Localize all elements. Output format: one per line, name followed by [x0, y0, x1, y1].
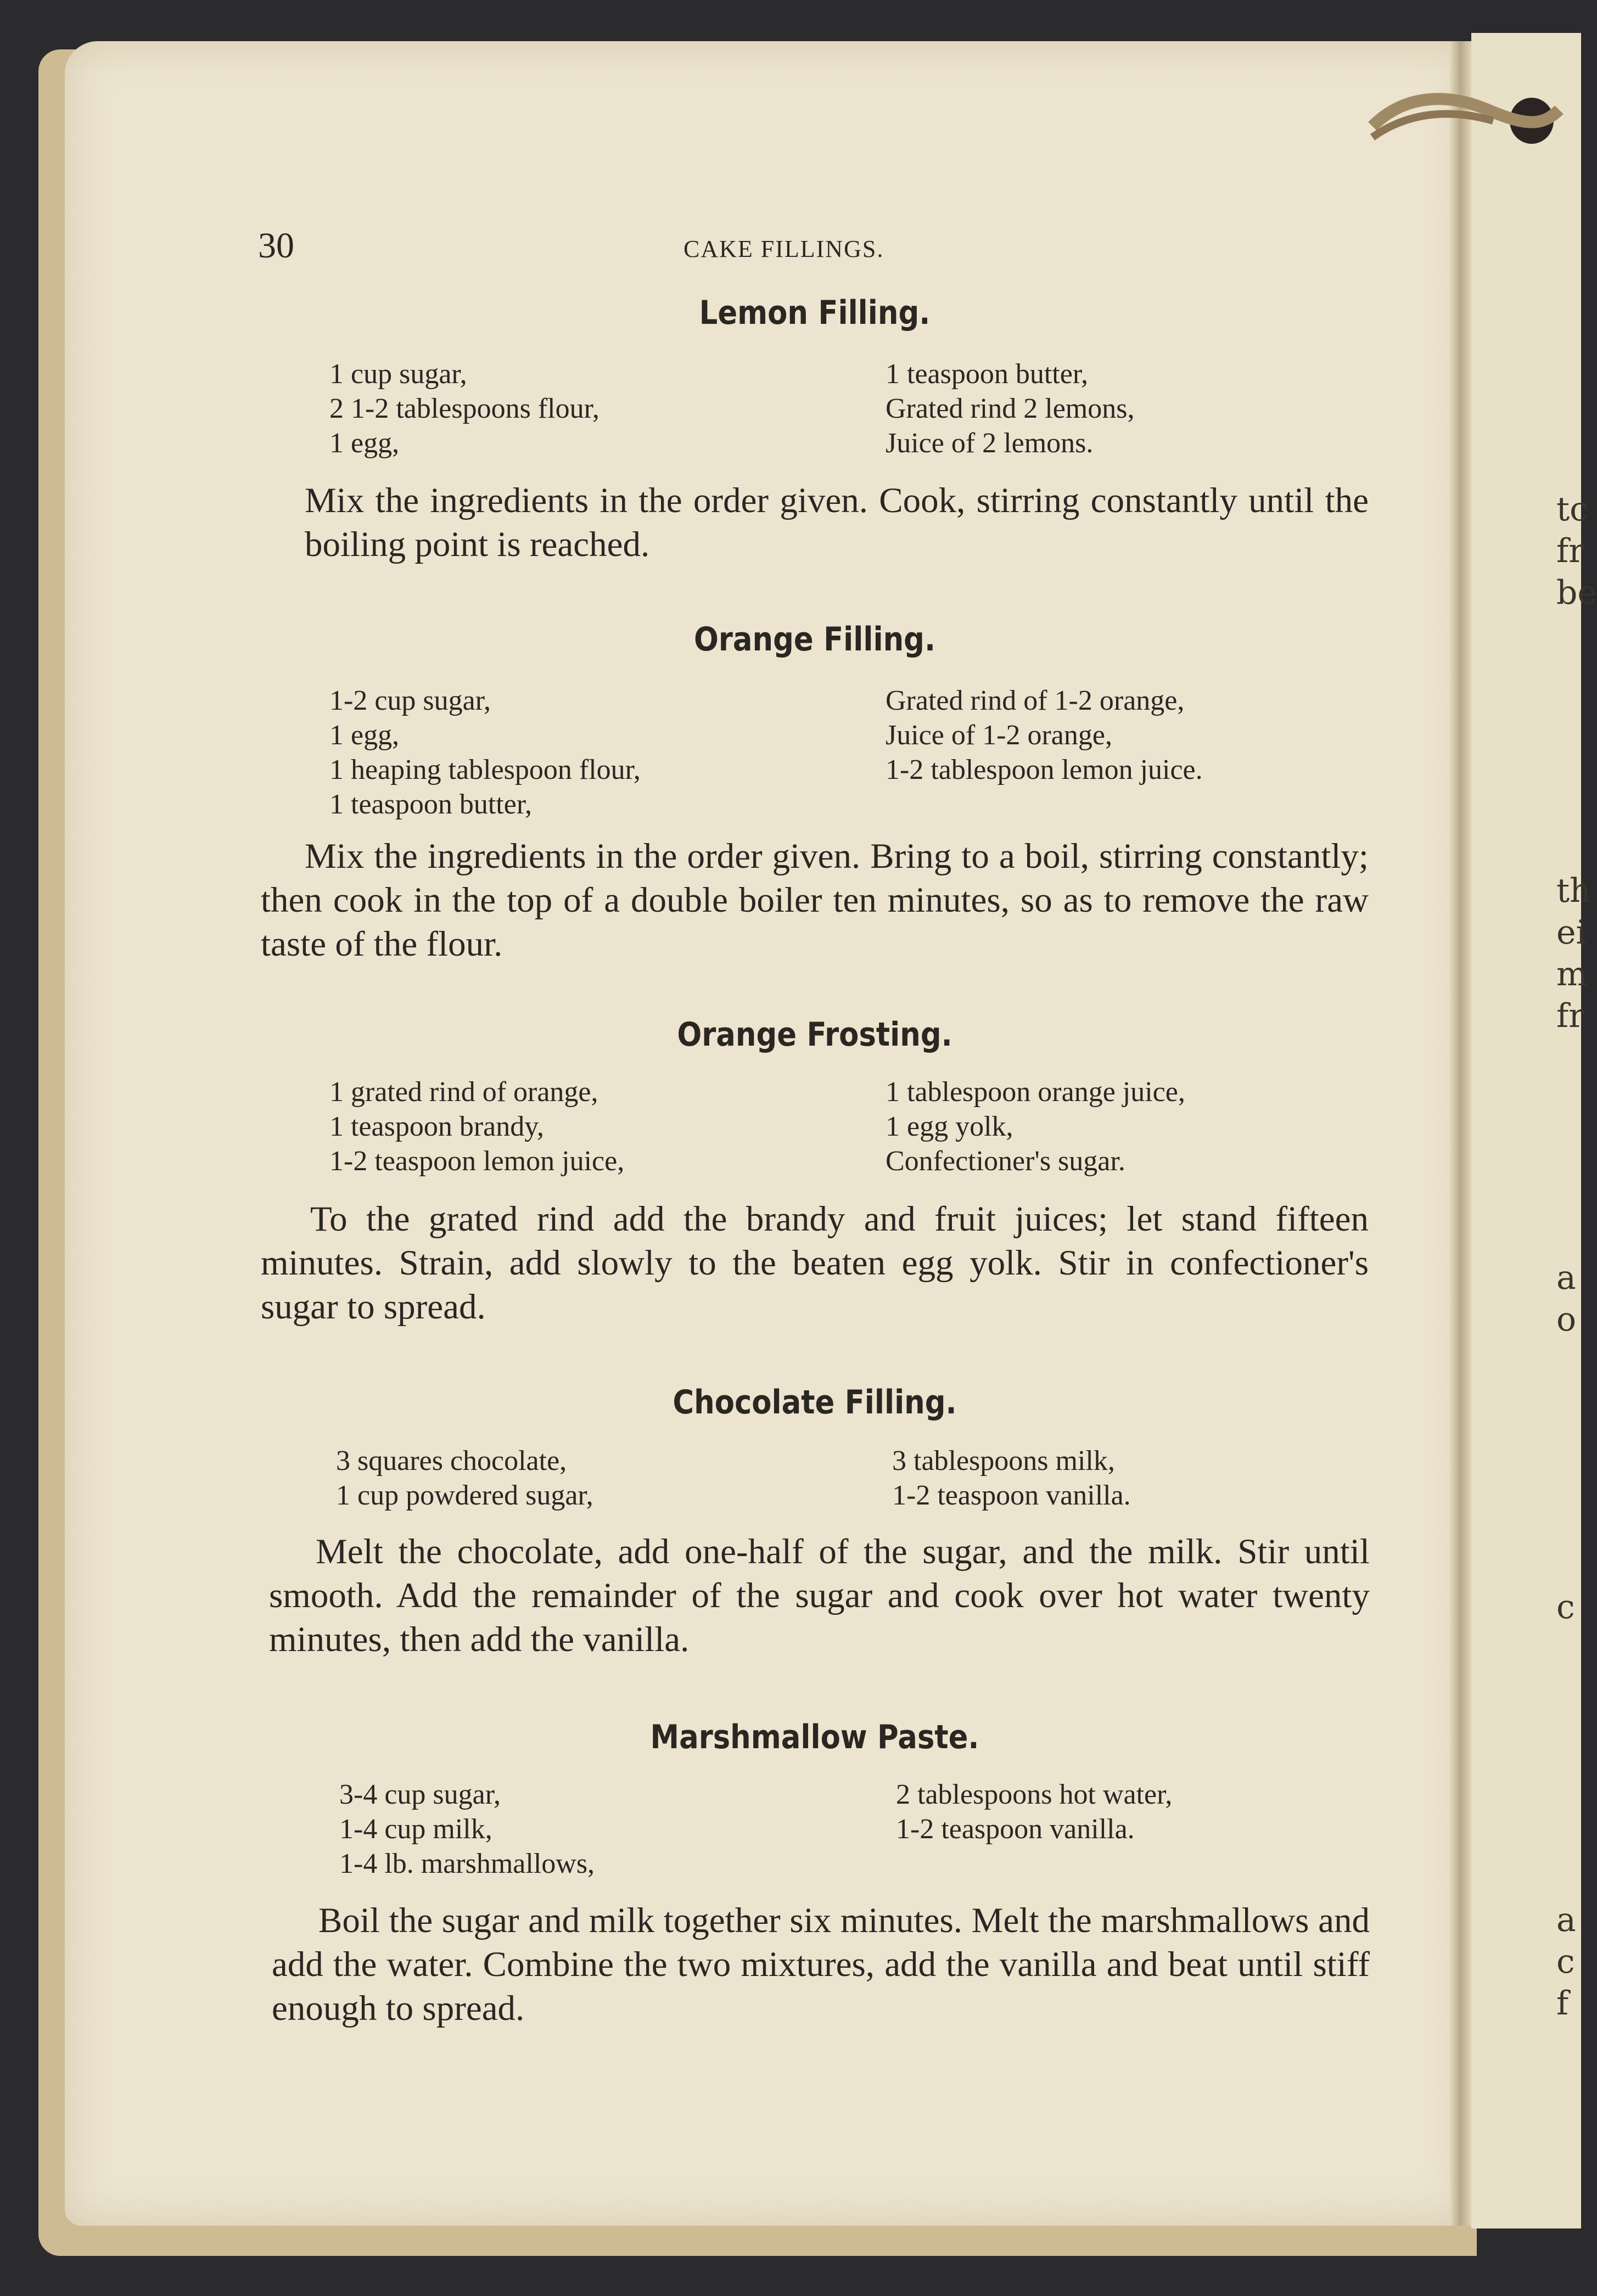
ingredient: Juice of 1-2 orange,: [886, 720, 1112, 751]
directions-text: Mix the ingredients in the order given. Cook, stirring constantly until the boiling point is reached.: [305, 481, 1369, 564]
book-page: [65, 41, 1470, 2226]
ingredient: 1-2 cup sugar,: [329, 685, 491, 716]
ingredient: 3 squares chocolate,: [336, 1445, 567, 1477]
ingredients-right: [886, 683, 1203, 787]
ingredient: 1-4 cup milk,: [339, 1814, 492, 1845]
facing-page-fragment: a o: [1556, 1259, 1577, 1339]
ingredient: 1 cup powdered sugar,: [336, 1480, 593, 1511]
ingredient: 1-2 teaspoon lemon juice,: [329, 1146, 625, 1177]
facing-page-fragment: tc fr be: [1556, 490, 1597, 612]
recipe-directions: Mix the ingredients in the order given. Bring to a boil, stirring constantly; then cook in the top of a double boiler ten minutes, so as to remove the raw taste of the flour.: [261, 837, 1369, 964]
ingredients-left: [329, 357, 599, 461]
ingredient: 1 cup sugar,: [329, 358, 467, 390]
ingredient: 1 teaspoon butter,: [886, 358, 1089, 390]
ingredient: 1-2 tablespoon lemon juice.: [886, 754, 1203, 785]
recipe-title: Marshmallow Paste.: [650, 1718, 979, 1756]
running-head: CAKE FILLINGS.: [683, 235, 884, 262]
ingredient: Confectioner's sugar.: [886, 1146, 1125, 1177]
recipe-title: Lemon Filling.: [699, 294, 931, 332]
ingredient: Juice of 2 lemons.: [886, 428, 1094, 459]
ingredient: 1 egg,: [329, 428, 400, 459]
ingredient: 1 grated rind of orange,: [329, 1076, 598, 1108]
ingredient: 1-2 teaspoon vanilla.: [892, 1480, 1131, 1511]
ingredient: Grated rind 2 lemons,: [886, 393, 1135, 424]
ingredient: 1 egg yolk,: [886, 1111, 1013, 1142]
ingredient: 1-2 teaspoon vanilla.: [896, 1814, 1135, 1845]
ingredient: Grated rind of 1-2 orange,: [886, 685, 1185, 716]
ingredient: 2 tablespoons hot water,: [896, 1779, 1173, 1810]
recipe-title: Chocolate Filling.: [673, 1383, 957, 1422]
ingredient: 1 tablespoon orange juice,: [886, 1076, 1185, 1108]
ingredients-left: [329, 683, 641, 822]
page-number: 30: [258, 226, 294, 266]
ingredients-left: [329, 1075, 624, 1178]
ingredients-right: [886, 1075, 1185, 1178]
ingredient: 1 teaspoon brandy,: [329, 1111, 544, 1142]
facing-page-fragment: th ei m fr: [1556, 872, 1591, 1035]
ingredients-right: [892, 1444, 1131, 1513]
ingredient: 3 tablespoons milk,: [892, 1445, 1115, 1477]
recipe-directions: Boil the sugar and milk together six minutes. Melt the marshmallows and add the water. Combine the two mixtures, add the vanilla and beat until stiff enough to spread.: [272, 1901, 1370, 2028]
facing-page-fragment: c: [1556, 1588, 1575, 1626]
facing-page-fragment: a c f: [1556, 1901, 1576, 2023]
ingredient: 3-4 cup sugar,: [339, 1779, 501, 1810]
recipe-title: Orange Filling.: [693, 620, 936, 659]
ingredient: 2 1-2 tablespoons flour,: [329, 393, 599, 424]
ingredient: 1 teaspoon butter,: [329, 789, 533, 820]
book-gutter: [1449, 41, 1471, 2226]
ingredients-right: [896, 1777, 1172, 1846]
ingredient: 1-4 lb. marshmallows,: [339, 1848, 595, 1879]
binding-cord-icon: [1361, 88, 1570, 154]
ingredients-right: [886, 357, 1134, 461]
ingredients-left: [336, 1444, 593, 1513]
ingredient: 1 egg,: [329, 720, 400, 751]
recipe-directions: Melt the chocolate, add one-half of the sugar, and the milk. Stir until smooth. Add the remainder of the sugar and cook over hot water twenty minutes, then add the vanilla.: [269, 1532, 1370, 1659]
recipe-directions: To the grated rind add the brandy and fruit juices; let stand fifteen minutes. Strain, add slowly to the beaten egg yolk. Stir in confectioner's sugar to spread.: [261, 1199, 1369, 1327]
recipe-directions: [305, 479, 1369, 566]
ingredient: 1 heaping tablespoon flour,: [329, 754, 641, 785]
ingredients-left: [339, 1777, 595, 1881]
recipe-title: Orange Frosting.: [677, 1015, 952, 1054]
